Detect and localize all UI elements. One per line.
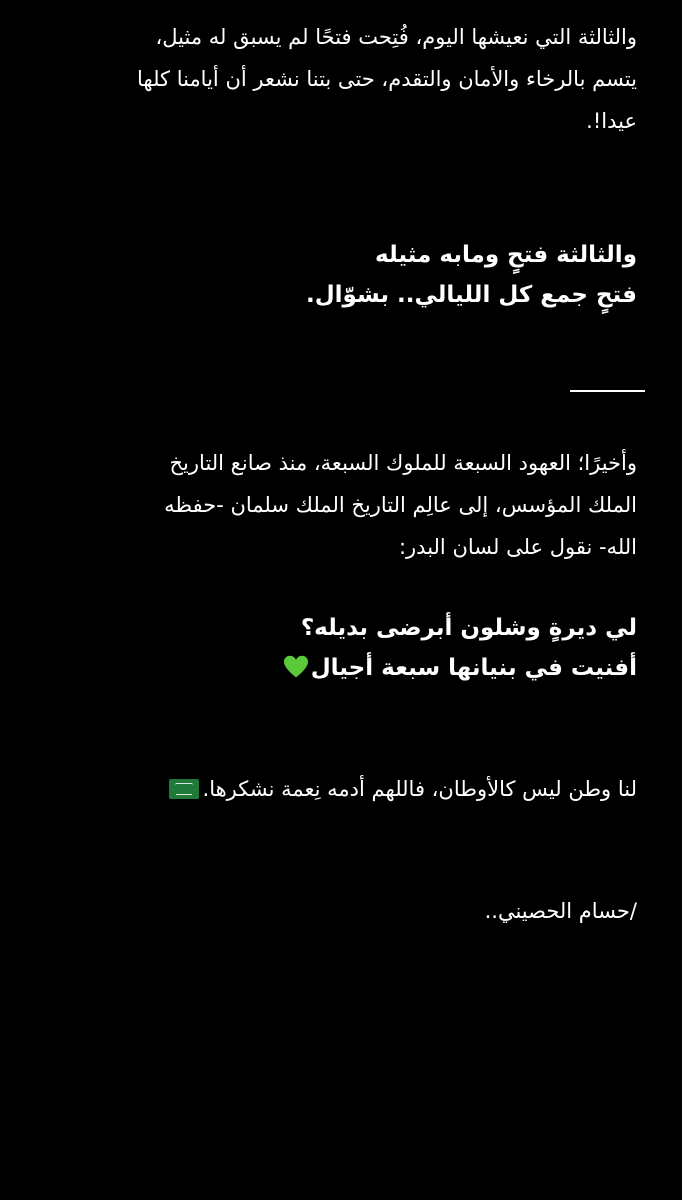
paragraph-line: عيدا!. [586,109,637,133]
verse-line [45,648,637,688]
separator-row [45,390,637,392]
verse-line-text: أفنيت في بنيانها سبعة أجيال [310,655,637,681]
paragraph-line: وأخيرًا؛ العهود السبعة للملوك السبعة، منذ صانع التاريخ [169,451,637,475]
closing-line [45,768,637,810]
paragraph-third-era [45,16,637,142]
verse-line: لي ديرةٍ وشلون أبرضى بديله؟ [300,615,637,641]
verse-homeland [45,608,637,688]
saudi-flag-icon [169,779,199,799]
verse-third-era [45,235,637,315]
verse-line: فتحٍ جمع كل الليالي.. بشوّال. [305,282,637,308]
verse-line: والثالثة فتحٍ ومابه مثيله [375,242,637,268]
paragraph-line: يتسم بالرخاء والأمان والتقدم، حتى بتنا نشعر أن أيامنا كلها [137,67,637,91]
green-heart-icon [283,655,309,679]
paragraph-line: الله- نقول على لسان البدر: [398,535,637,559]
signature-text: /حسام الحصيني.. [484,899,637,923]
paragraph-line: الملك المؤسس، إلى عالِم التاريخ الملك سلمان -حفظه [164,493,637,517]
paragraph-seven-eras [45,442,637,568]
closing-text: لنا وطن ليس كالأوطان، فاللهم أدمه نِعمة نشكرها. [202,777,637,801]
paragraph-line: والثالثة التي نعيشها اليوم، فُتِحت فتحًا لم يسبق له مثيل، [155,25,637,49]
separator-line [570,390,645,392]
signature [45,890,637,932]
